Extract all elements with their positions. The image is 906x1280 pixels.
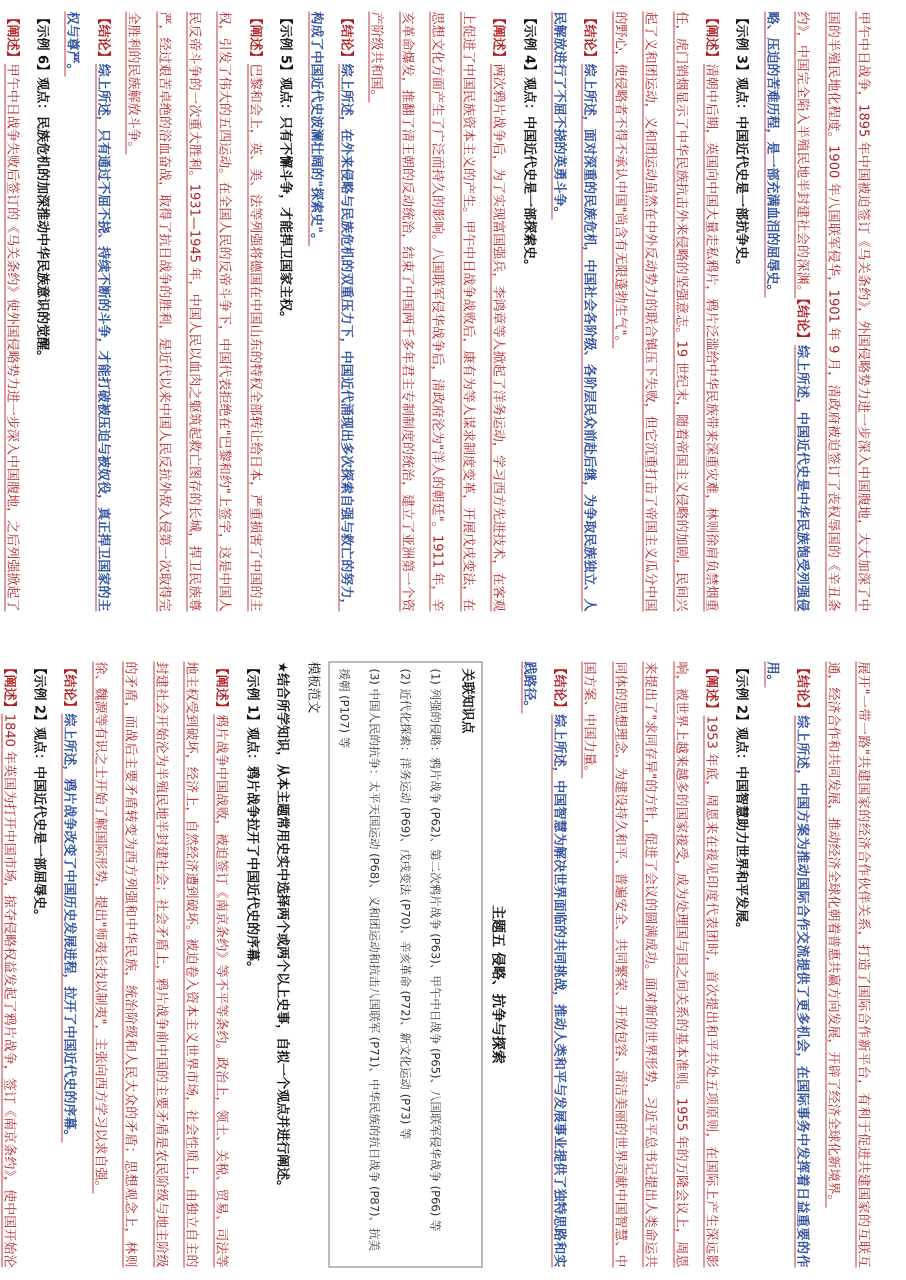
paragraph-1-body: 甲午中日战争，1895 年中国被迫签订《马关条约》，外国侵略势力进一步深入中国腹地，大大加深了中国的半殖民地化程度。1900 年八国联军侵华，1901 年 9 月，清政府被迫签订了丧权辱国的《辛丑条约》，中国完全陷入半殖民地半封建社会的深渊。 (794, 11, 871, 612)
conclusion-tag: 【结论】 (551, 661, 567, 715)
block-example-2a (513, 662, 756, 1268)
block-top-paragraph (756, 662, 878, 1268)
top-paragraph-conclusion: 综上所述，中国方案为推动国际合作交流提供了更多机会，在国际事务中发挥着日益重要的作用。 (764, 661, 810, 1268)
example-1-body: 鸦片战争中国战败，被迫签订《南京条约》等不平等条约。政治上，领土、关税、贸易、司法等地主权受到破坏，经济上，自然经济遭到破坏。被迫卷入资本主义世界市场，社会性质上，由独立自主的封建社会开始沦为半殖民地半封建社会；社会矛盾上，鸦片战争前中国的主要矛盾是农民阶级与地主阶级的矛盾，而战后主要矛盾转变为西方列强和中华民族，统治阶级和人民大众的矛盾；思想观念上，林则徐、魏源等有识之士开始了解国际形势，提出"师夷长技以制夷"，主张向西方学习以求自强。 (92, 661, 229, 1268)
rotated-spread (1, 0, 906, 1280)
model-essay-label: 模板范文 (305, 661, 321, 714)
explain-tag: 【阐述】 (4, 11, 20, 64)
block-example-2b (0, 662, 54, 1268)
conclusion-tag: 【结论】 (338, 11, 354, 64)
conclusion-tag: 【结论】 (794, 661, 810, 716)
left-column (4, 11, 878, 612)
example-6-body: 甲午中日战争失败后签订的《马关条约》使外国侵略势力进一步深入中国腹地，之后列强掀起了 (4, 63, 20, 612)
example-1-conclusion: 综上所述，鸦片战争改变了中国历史发展进程，拉开了中国近代史的序幕。 (61, 713, 77, 1143)
conclusion-tag: 【结论】 (95, 11, 111, 64)
example-4-conclusion: 综上所述，在外来侵略与民族危机的双重压力下，中国近代涌现出多次探索自强与救亡的努力，构成了中国近代史波澜壮阔的"探索史"。 (308, 11, 354, 612)
example-5-conclusion: 综上所述，只有通过不屈不挠、持续不断的斗争，才能打破被压迫与被奴役，真正捍卫国家的主权与尊严。 (64, 11, 111, 612)
conclusion-tag: 【结论】 (61, 661, 77, 714)
explain-tag: 【阐述】 (213, 661, 229, 715)
knowledge-point-item: (1) 列强的侵略：鸦片战争 (P62)、第二次鸦片战争 (P63)、甲午中日战争 (P65)、八国联军侵华战争 (P66) 等 (428, 668, 443, 1232)
block-example-1 (54, 662, 267, 1268)
example-2a-body: 1953 年底，周恩来在接见印度代表团时，首次提出和平共处五项原则，在国际上产生深远影响，被世界上越来越多的国家接受，成为处理国与国之间关系的基本准则。1955 年的万隆会议上，周恩来提出了"求同存异"的方针，促进了会议的圆满成功。面对新的世界形势，习近平总书记提出人类命运共同体的思想理念，为建设持久和平、普遍安全、共同繁荣、开放包容、清洁美丽的世界贡献中国智慧、中国方案、中国力量。 (581, 661, 719, 1268)
block-example-5 (57, 12, 300, 612)
example-3-title: 【示例 3】观点：中国近代史是一部抗争史。 (733, 11, 749, 273)
right-column (1, 661, 878, 1268)
task-instruction: ★结合所学知识，从本主题常用史实中选择两个或两个以上史事，自拟一个观点并进行阐述。 (274, 661, 290, 1194)
paragraph-1-conclusion: 综上所述，中国近代史是中华民族饱受列强侵略、压迫的苦难历程，是一部充满血泪的屈辱史。 (764, 11, 810, 612)
knowledge-point-item: (2) 近代化探索：洋务运动 (P69)、戊戌变法 (P70)、辛亥革命 (P72)、新文化运动 (P73) 等 (398, 668, 413, 1140)
conclusion-tag: 【结论】 (794, 298, 810, 346)
example-2a-title: 【示例 2】观点：中国智慧助力世界和平发展。 (733, 661, 749, 936)
example-4-title: 【示例 4】观点：中国近代史是一部探索史。 (521, 11, 537, 273)
explain-tag: 【阐述】 (490, 11, 506, 64)
knowledge-point-item: (3) 中国人民的抗争：太平天国运动 (P68)、义和团运动和抗击八国联军 (P71)、中华民族的抗日战争 (P87)、抗美援朝 (P107) 等 (337, 668, 382, 1252)
example-6-title: 【示例 6】观点：民族危机的加深推动中华民族意识的觉醒。 (34, 11, 50, 364)
knowledge-points-box (328, 662, 482, 1268)
example-3-body: 清朝中后期，英国向中国大量走私鸦片，鸦片泛滥给中华民族带来深重灾难，林则徐肩负禁烟重任，虎门销烟显示了中华民族抗击外来侵略的坚强意志。19 世纪末，随着帝国主义侵略的加剧，民间兴起了义和团运动，义和团运动虽然在中外反动势力的联合镇压下失败，但它沉重打击了帝国主义瓜分中国的野心，使侵略者不得不承认中国"尚含有无限蓬勃生气"。 (612, 11, 719, 612)
theme-title: 主题五 侵略、抗争与探索 (489, 905, 506, 1064)
example-2b-title: 【示例 2】观点：中国近代史是一部屈辱史。 (31, 661, 47, 923)
explain-tag: 【阐述】 (247, 11, 263, 64)
block-example-6 (0, 12, 57, 612)
knowledge-points-title: 关联知识点 (459, 668, 475, 734)
top-paragraph-body: 展开"一带一路"共建国家的经济合作伙伴关系，打造了国际合作新平台，有利于促进共建国家的互联互通，经济合作和共同发展，推动经济全球化朝着普惠共赢方向发展，开辟了经济全球化新境界。 (825, 661, 871, 1268)
explain-tag: 【阐述】 (703, 11, 719, 64)
explain-tag: 【阐述】 (1, 661, 17, 714)
example-5-title: 【示例 5】观点：只有不懈斗争，才能捍卫国家主权。 (277, 11, 293, 325)
example-4-body: 两次鸦片战争后，为了实现富国强兵，李鸿章等人掀起了洋务运动，学习西方先进技术，在客观上促进了中国民族资本主义的产生。甲午中日战争战败后，康有为等人谋求制度变革，开展戊戌变法，在思想文化方面产生了广泛而持久的影响。八国联军侵华战争后，清政府沦为"洋人的朝廷"。1911 年，辛亥革命爆发，推翻了清王朝的反动统治，结束了中国两千多年君主专制制度的统治，建立了亚洲第一个资产阶级共和国。 (369, 11, 506, 612)
conclusion-tag: 【结论】 (581, 11, 597, 64)
explain-tag: 【阐述】 (703, 661, 719, 716)
block-paragraph-1 (756, 12, 878, 612)
example-1-title: 【示例 1】观点：鸦片战争拉开了中国近代史的序幕。 (244, 661, 260, 975)
example-5-body: 巴黎和会上，英、美、法等列强将德国在中国山东的特权全部转让给日本，严重损害了中国的主权，引发了伟大的五四运动。在全国人民的反帝斗争下，中国代表拒绝在"巴黎和约"上签字，这是中国人民反帝斗争的一次重大胜利。1931—1945 年，中国人民以血肉之躯筑起救亡图存的长城，捍卫民族尊严，经过艰苦卓绝的浴血奋战，取得了抗日战争的胜利，是近代以来中国人民反抗外敌入侵第一次取得完全胜利的民族解放斗争。 (125, 11, 263, 612)
block-example-3 (543, 12, 756, 612)
example-2a-conclusion: 综上所述，中国智慧为解决世界面临的共同挑战，推动人类和平与发展事业提供了独特思路和实践路径。 (521, 661, 567, 1268)
example-2b-body: 1840 年英国为打开中国市场，掠夺侵略权益发起了鸦片战争，签订《南京条约》，使中国开始沦 (1, 713, 17, 1268)
block-example-4 (300, 12, 543, 612)
example-3-conclusion: 综上所述，面对深重的民族危机，中国社会各阶级、各阶层民众前赴后继，为争取民族独立、人民解放进行了不屈不挠的英勇斗争。 (551, 11, 597, 612)
